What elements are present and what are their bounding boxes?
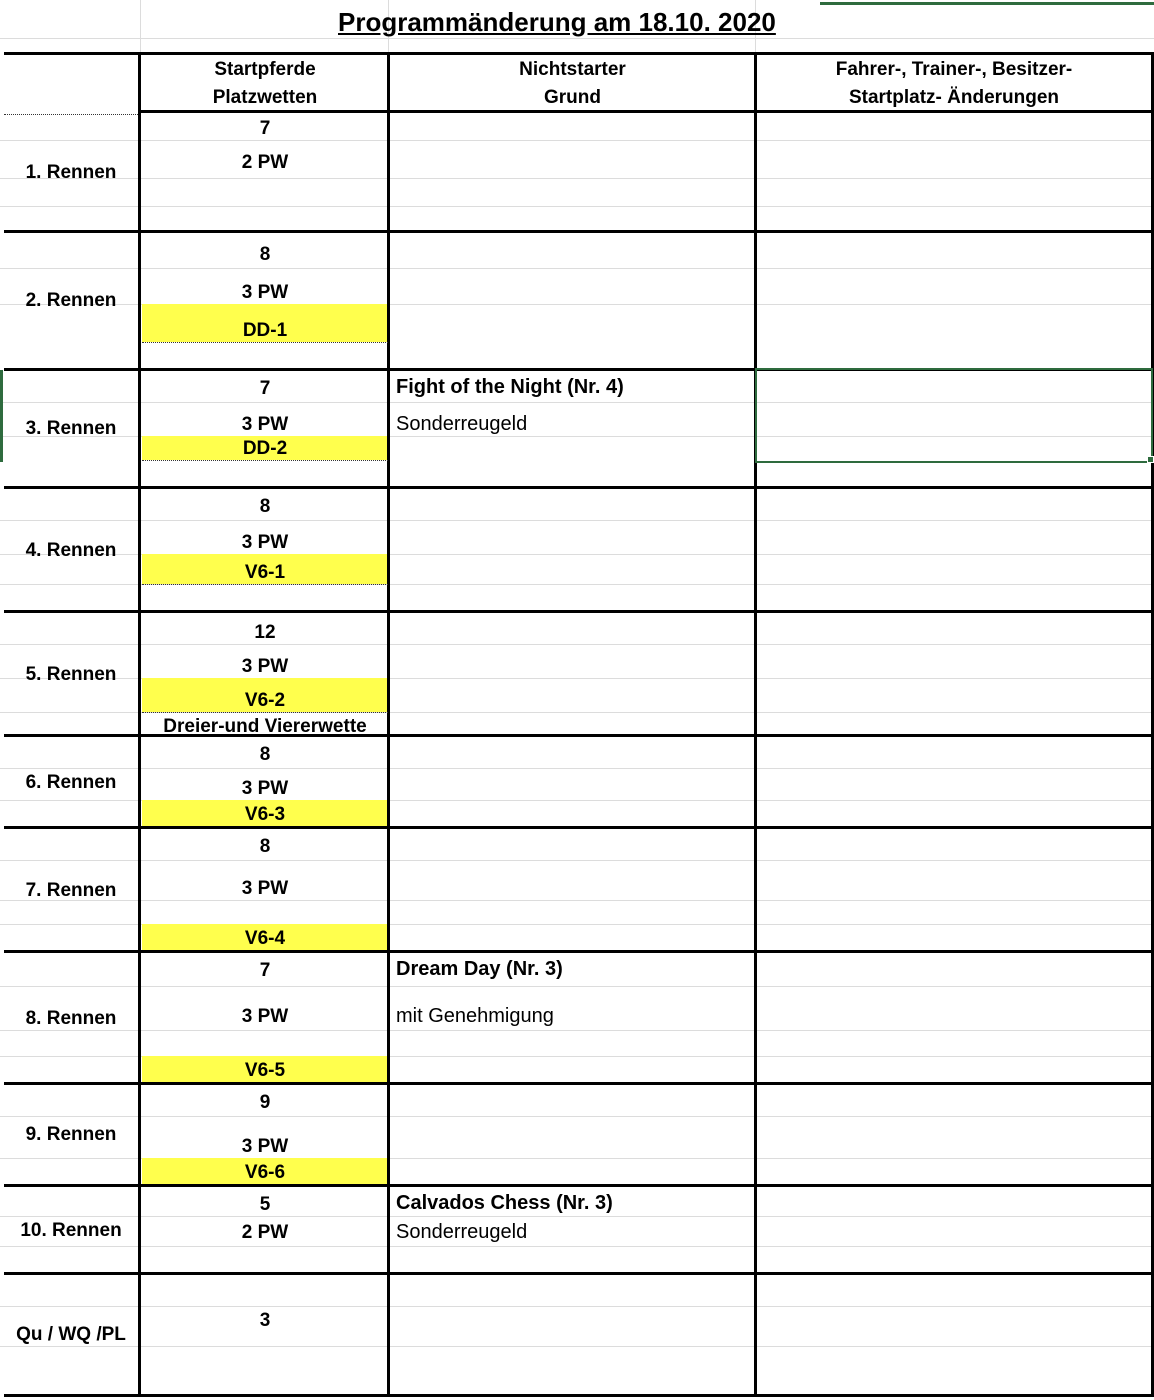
- race-label[interactable]: 3. Rennen: [25, 418, 117, 439]
- race-label[interactable]: Qu / WQ /PL: [16, 1324, 126, 1345]
- nonstarter-name[interactable]: Fight of the Night (Nr. 4): [396, 376, 624, 398]
- starters-count[interactable]: 7: [259, 378, 271, 399]
- bet-type[interactable]: V6-2: [244, 690, 286, 711]
- race-label[interactable]: 6. Rennen: [25, 772, 117, 793]
- race-label[interactable]: 2. Rennen: [25, 290, 117, 311]
- race-label[interactable]: 9. Rennen: [25, 1124, 117, 1145]
- page-title: Programmänderung am 18.10. 2020: [338, 7, 776, 37]
- race-label[interactable]: 7. Rennen: [25, 880, 117, 901]
- header-nichtstarter: Nichtstarter: [519, 59, 626, 80]
- bet-type[interactable]: DD-2: [242, 438, 288, 459]
- starters-count[interactable]: 8: [259, 744, 271, 765]
- platzwetten-count[interactable]: 3 PW: [241, 878, 289, 899]
- starters-count[interactable]: 7: [259, 118, 271, 139]
- race-label[interactable]: 5. Rennen: [25, 664, 117, 685]
- bet-type-extra[interactable]: Dreier-und Viererwette: [163, 716, 367, 737]
- header-startpferde: Startpferde: [214, 59, 316, 80]
- bet-type[interactable]: V6-3: [244, 804, 286, 825]
- race-label[interactable]: 10. Rennen: [20, 1220, 122, 1241]
- starters-count[interactable]: 5: [259, 1194, 271, 1215]
- bet-type[interactable]: DD-1: [242, 320, 288, 341]
- starters-count[interactable]: 7: [259, 960, 271, 981]
- nonstarter-reason[interactable]: Sonderreugeld: [396, 413, 528, 435]
- starters-count[interactable]: 9: [259, 1092, 271, 1113]
- header-fahrer-trainer-besitzer: Fahrer-, Trainer-, Besitzer-: [835, 59, 1073, 80]
- bet-type[interactable]: V6-6: [244, 1162, 286, 1183]
- selected-cell[interactable]: [755, 368, 1153, 463]
- platzwetten-count[interactable]: 3 PW: [241, 532, 289, 553]
- platzwetten-count[interactable]: 3 PW: [241, 778, 289, 799]
- platzwetten-count[interactable]: 3 PW: [241, 282, 289, 303]
- platzwetten-count[interactable]: 3 PW: [241, 414, 289, 435]
- nonstarter-name[interactable]: Dream Day (Nr. 3): [396, 958, 563, 980]
- nonstarter-reason[interactable]: Sonderreugeld: [396, 1221, 528, 1243]
- starters-count[interactable]: 8: [259, 244, 271, 265]
- fill-handle[interactable]: [1147, 456, 1154, 463]
- header-grund: Grund: [544, 87, 601, 108]
- platzwetten-count[interactable]: 3 PW: [241, 1006, 289, 1027]
- platzwetten-count[interactable]: 3 PW: [241, 1136, 289, 1157]
- race-label[interactable]: 1. Rennen: [25, 162, 117, 183]
- nonstarter-reason[interactable]: mit Genehmigung: [396, 1005, 554, 1027]
- header-platzwetten: Platzwetten: [212, 87, 318, 108]
- cell-edge-marker: [820, 2, 1154, 5]
- race-label[interactable]: 4. Rennen: [25, 540, 117, 561]
- starters-count[interactable]: 8: [259, 836, 271, 857]
- starters-count[interactable]: 3: [259, 1310, 271, 1331]
- nonstarter-name[interactable]: Calvados Chess (Nr. 3): [396, 1192, 613, 1214]
- race-label[interactable]: 8. Rennen: [25, 1008, 117, 1029]
- platzwetten-count[interactable]: 3 PW: [241, 656, 289, 677]
- starters-count[interactable]: 12: [254, 622, 276, 643]
- platzwetten-count[interactable]: 2 PW: [241, 1222, 289, 1243]
- bet-type[interactable]: V6-1: [244, 562, 286, 583]
- header-startplatz-aenderungen: Startplatz- Änderungen: [848, 87, 1060, 108]
- row-header-marker: [0, 370, 3, 462]
- bet-type[interactable]: V6-5: [244, 1060, 286, 1081]
- platzwetten-count[interactable]: 2 PW: [241, 152, 289, 173]
- starters-count[interactable]: 8: [259, 496, 271, 517]
- bet-type[interactable]: V6-4: [244, 928, 286, 949]
